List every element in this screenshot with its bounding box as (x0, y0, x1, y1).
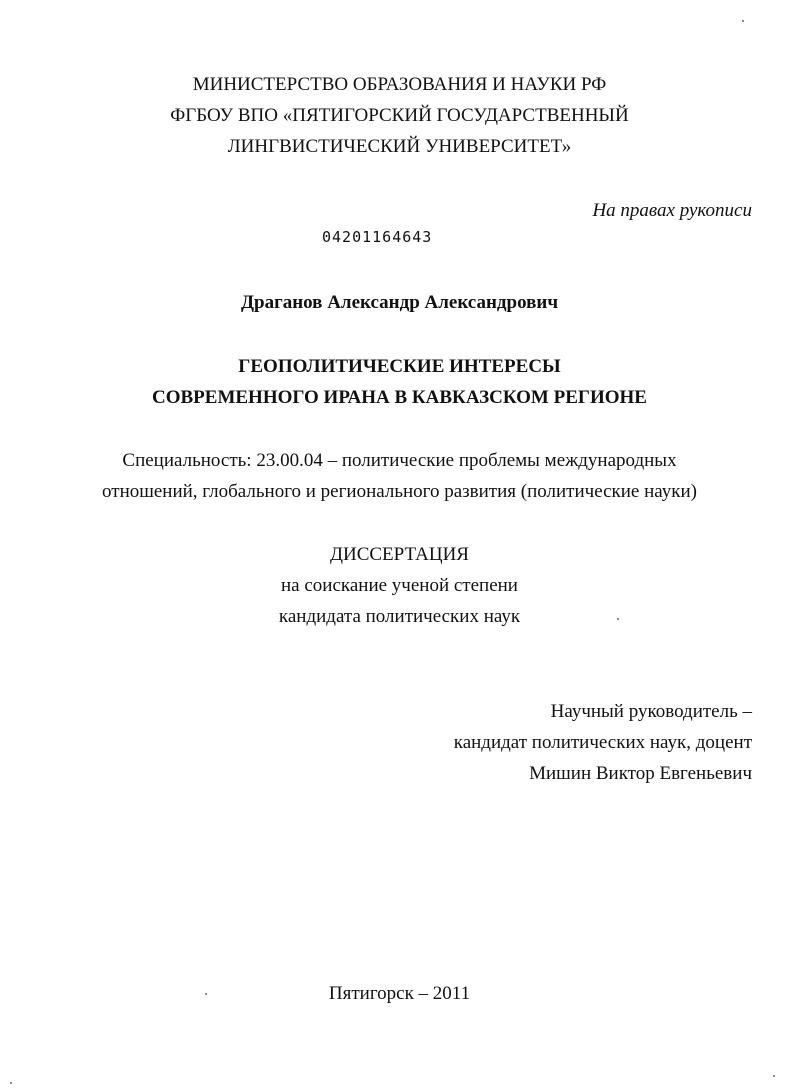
university-name-line2: ЛИНГВИСТИЧЕСКИЙ УНИВЕРСИТЕТ» (227, 136, 572, 157)
specialty-line2: отношений, глобального и регионального развития (политические науки) (102, 481, 697, 502)
specialty-line1: Специальность: 23.00.04 – политические проблемы международных (122, 450, 677, 471)
supervisor-name: Мишин Виктор Евгеньевич (529, 763, 752, 784)
supervisor-degree: кандидат политических наук, доцент (453, 732, 752, 753)
dissertation-title-line1: ГЕОПОЛИТИЧЕСКИЕ ИНТЕРЕСЫ (238, 356, 561, 377)
manuscript-note: На правах рукописи (592, 200, 752, 221)
scan-speck (773, 1075, 775, 1077)
city-year: Пятигорск – 2011 (328, 983, 471, 1004)
scan-speck (205, 993, 207, 995)
dissertation-label: ДИССЕРТАЦИЯ (330, 544, 469, 565)
degree-line1: на соискание ученой степени (281, 575, 518, 596)
scan-speck (10, 1082, 12, 1084)
scan-speck (617, 618, 619, 620)
supervisor-label: Научный руководитель – (550, 701, 752, 722)
dissertation-title-line2: СОВРЕМЕННОГО ИРАНА В КАВКАЗСКОМ РЕГИОНЕ (152, 387, 647, 408)
degree-line2: кандидата политических наук (278, 606, 521, 627)
author-name: Драганов Александр Александрович (240, 292, 559, 313)
scan-speck (742, 20, 744, 22)
registration-number: 04201164643 (322, 228, 433, 246)
university-name-line1: ФГБОУ ВПО «ПЯТИГОРСКИЙ ГОСУДАРСТВЕННЫЙ (170, 105, 629, 126)
ministry-heading: МИНИСТЕРСТВО ОБРАЗОВАНИЯ И НАУКИ РФ (192, 74, 607, 95)
